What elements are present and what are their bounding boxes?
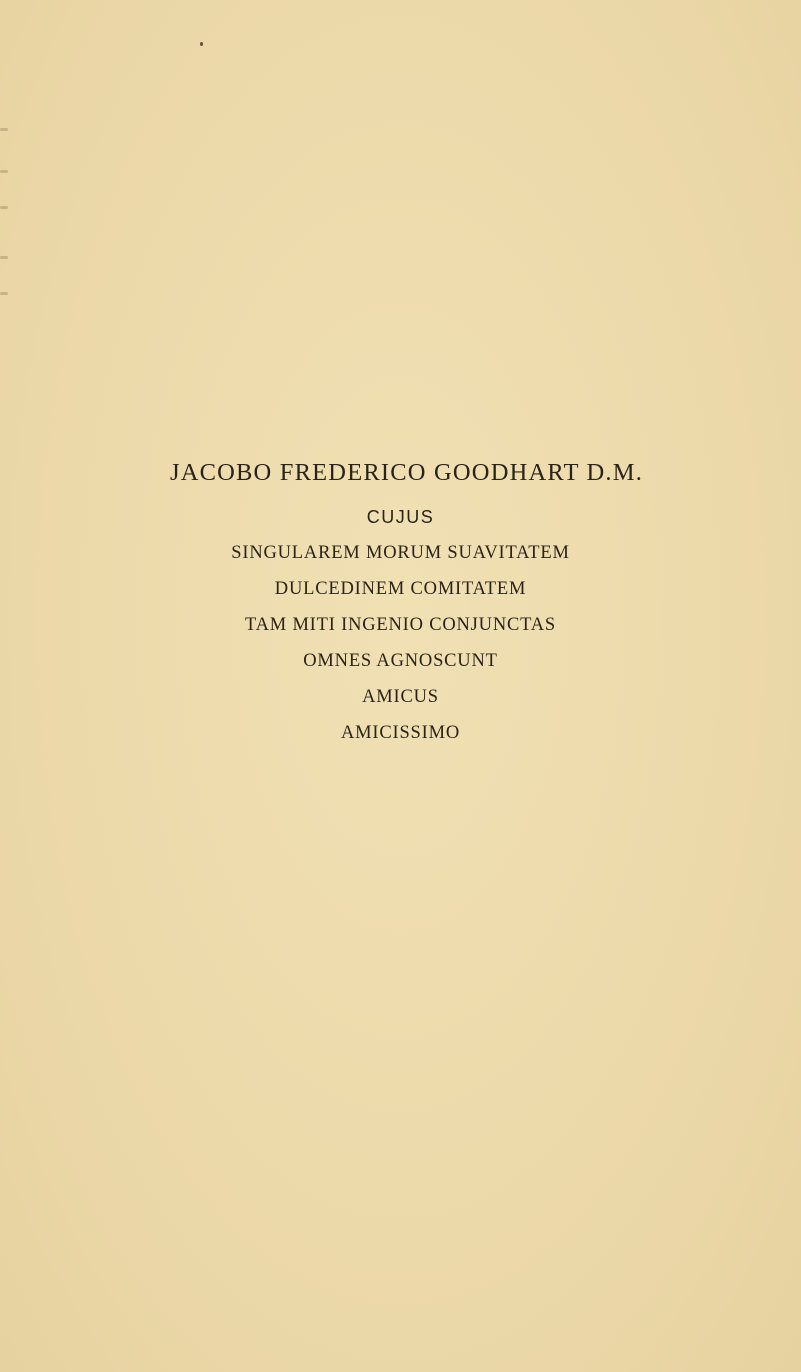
- binding-edge-marks: [0, 0, 14, 320]
- dedication-block: [0, 456, 801, 743]
- dedication-line-tam-miti: TAM MITI INGENIO CONJUNCTAS: [244, 615, 557, 635]
- dedication-line-cujus: CUJUS: [366, 507, 435, 527]
- dedication-name: JACOBO FREDERICO GOODHART D.M.: [169, 459, 644, 486]
- dedication-line-amicus: AMICUS: [362, 687, 439, 707]
- ink-speck: [200, 42, 203, 46]
- dedication-line-dulcedinem: DULCEDINEM COMITATEM: [274, 579, 527, 599]
- dedication-line-amicissimo: AMICISSIMO: [340, 723, 461, 743]
- dedication-line-omnes: OMNES AGNOSCUNT: [303, 651, 498, 671]
- dedication-line-singularem: SINGULAREM MORUM SUAVITATEM: [231, 543, 570, 563]
